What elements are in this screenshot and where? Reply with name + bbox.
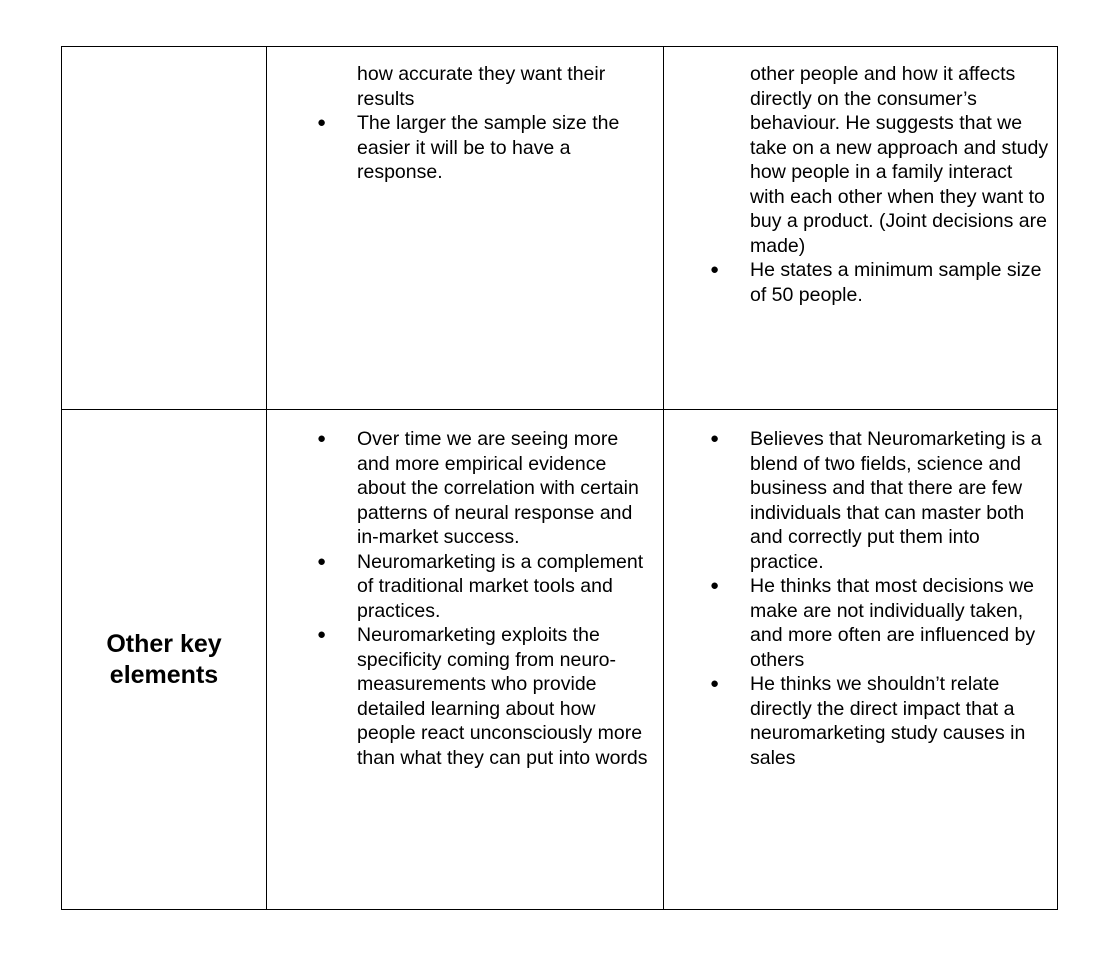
- cell-column-a: [267, 47, 664, 410]
- bullet-icon: ●: [317, 114, 327, 131]
- cell-column-b: [664, 410, 1058, 910]
- table-row: [62, 47, 1058, 410]
- cell-column-a: [267, 410, 664, 910]
- bullet-list: [267, 111, 663, 185]
- bullet-list: [267, 427, 663, 770]
- list-item: [664, 672, 1057, 770]
- cell-column-b: [664, 47, 1058, 410]
- bullet-icon: ●: [710, 577, 720, 594]
- row-label-cell-empty: [62, 47, 267, 410]
- list-item-text: The larger the sample size the easier it will be to have a response.: [357, 112, 620, 183]
- continuation-text: other people and how it affects directly on the consumer’s behaviour. He suggests that we take on a new approach and study how people in a family interact with each other when they want to buy a product. (Joint decisions are made): [750, 63, 1049, 257]
- bullet-icon: ●: [710, 675, 720, 692]
- bullet-icon: ●: [710, 430, 720, 447]
- row-label: Other key elements: [106, 629, 222, 689]
- list-item-text: He thinks we shouldn’t relate directly the direct impact that a neuromarketing study causes in sales: [750, 673, 1026, 769]
- list-item-text: Neuromarketing exploits the specificity coming from neuro-measurements who provide detailed learning about how people react unconsciously more than what they can put into words: [357, 624, 648, 769]
- bullet-icon: ●: [317, 552, 327, 570]
- list-item: [664, 258, 1057, 307]
- list-item: [664, 427, 1057, 574]
- list-item: [267, 111, 663, 185]
- bullet-icon: ●: [317, 626, 327, 643]
- comparison-table: [61, 46, 1058, 910]
- list-item: [267, 427, 663, 550]
- list-item-text: He thinks that most decisions we make are not individually taken, and more often are influenced by others: [750, 575, 1036, 671]
- list-item: [267, 550, 663, 624]
- bullet-icon: ●: [317, 430, 327, 447]
- bullet-list: [664, 427, 1057, 770]
- row-label-cell: [62, 410, 267, 910]
- table-row: [62, 410, 1058, 910]
- continuation-text: how accurate they want their results: [357, 63, 606, 110]
- bullet-icon: ●: [710, 261, 720, 278]
- list-item-text: Believes that Neuromarketing is a blend of two fields, science and business and that there are few individuals that can master both and correctly put them into practice.: [750, 428, 1042, 573]
- list-item: [267, 623, 663, 770]
- list-item-text: Over time we are seeing more and more empirical evidence about the correlation with certain patterns of neural response and in-market success.: [357, 428, 639, 548]
- list-item-text: Neuromarketing is a complement of traditional market tools and practices.: [357, 550, 644, 622]
- bullet-list: [664, 258, 1057, 307]
- list-item: [664, 574, 1057, 672]
- list-item-text: He states a minimum sample size of 50 people.: [750, 259, 1042, 306]
